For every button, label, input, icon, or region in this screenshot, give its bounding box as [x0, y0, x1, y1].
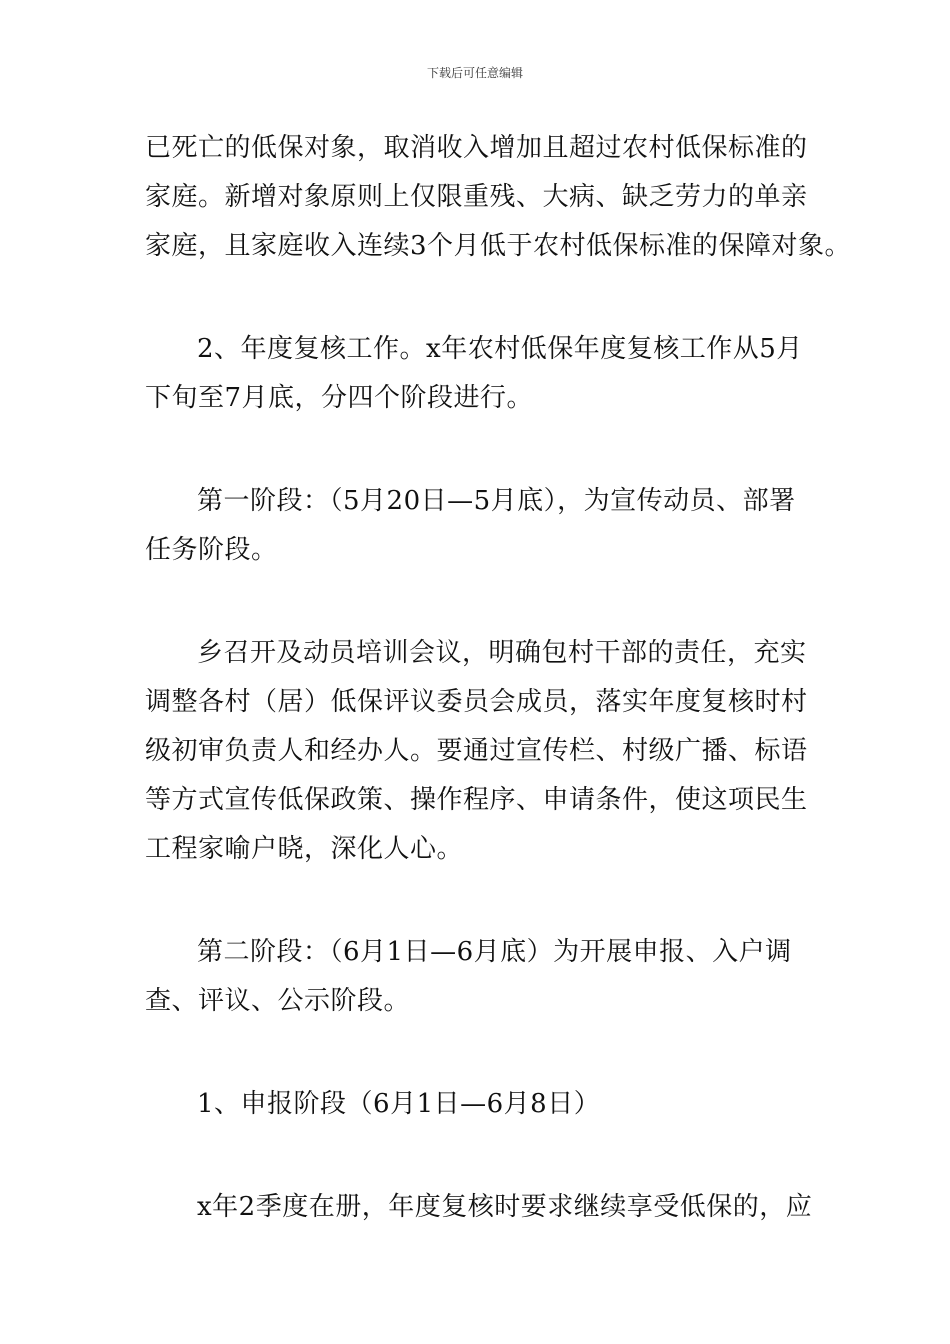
paragraph-2	[145, 325, 815, 423]
document-body	[145, 124, 852, 1232]
paragraph-line: 1、申报阶段（6月1日—6月8日）	[197, 1089, 601, 1119]
paragraph-4	[145, 629, 815, 874]
paragraph-line: 第一阶段：（5月20日—5月底），为宣传动员、部署	[197, 486, 796, 516]
paragraph-line: 家庭，且家庭收入连续3个月低于农村低保标准的保障对象。	[145, 231, 852, 261]
paragraph-line: 2、年度复核工作。x年农村低保年度复核工作从5月	[197, 334, 803, 364]
paragraph-line: 任务阶段。	[145, 535, 278, 565]
page-header: 下载后可任意编辑	[426, 66, 523, 80]
paragraph-line: 已死亡的低保对象，取消收入增加且超过农村低保标准的	[145, 133, 808, 163]
paragraph-line: 第二阶段：（6月1日—6月底）为开展申报、入户调	[197, 937, 792, 967]
paragraph-line: 级初审负责人和经办人。要通过宣传栏、村级广播、标语	[145, 736, 808, 766]
paragraph-line: 下旬至7月底，分四个阶段进行。	[145, 383, 534, 413]
paragraph-line: 乡召开及动员培训会议，明确包村干部的责任，充实	[197, 638, 807, 668]
paragraph-3	[145, 477, 815, 575]
paragraph-line: 查、评议、公示阶段。	[145, 986, 411, 1016]
paragraph-line: 调整各村（居）低保评议委员会成员，落实年度复核时村	[145, 687, 808, 717]
paragraph-5	[145, 928, 815, 1026]
paragraph-1	[145, 124, 852, 271]
paragraph-7	[145, 1183, 815, 1232]
paragraph-6	[145, 1080, 815, 1129]
paragraph-line: 家庭。新增对象原则上仅限重残、大病、缺乏劳力的单亲	[145, 182, 808, 212]
paragraph-line: x年2季度在册，年度复核时要求继续享受低保的，应	[197, 1192, 813, 1222]
paragraph-line: 工程家喻户晓，深化人心。	[145, 834, 464, 864]
paragraph-line: 等方式宣传低保政策、操作程序、申请条件，使这项民生	[145, 785, 808, 815]
